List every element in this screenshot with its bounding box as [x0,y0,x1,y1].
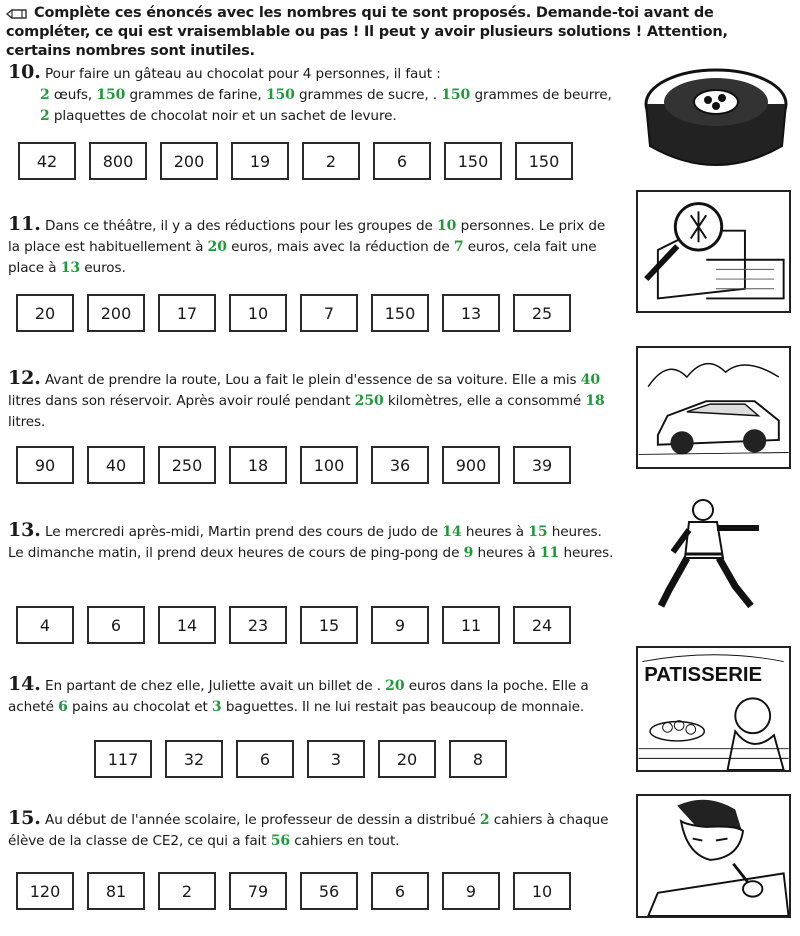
answer[interactable]: 11 [539,545,560,561]
number-choice[interactable]: 6 [371,872,429,910]
number-choice[interactable]: 17 [158,294,216,332]
number-choice[interactable]: 15 [300,606,358,644]
answer[interactable]: 10 [437,218,457,234]
answer[interactable]: 13 [60,260,81,276]
number-choice[interactable]: 117 [94,740,152,778]
instructions: Complète ces énoncés avec les nombres qui te sont proposés. Demande-toi avant de compléter, ce qui est vraisemblable ou pas ! Il peut y avoir plusieurs solutions ! Attention, certains nombres sont inutiles. [6,5,728,59]
number-choice[interactable]: 900 [442,446,500,484]
pencil-icon [6,7,28,19]
answer[interactable]: 40 [580,372,601,388]
number-choice[interactable]: 9 [371,606,429,644]
number-choice[interactable]: 39 [513,446,571,484]
answer[interactable]: 20 [385,678,405,694]
number-choice[interactable]: 90 [16,446,74,484]
number-choice[interactable]: 2 [302,142,360,180]
answer[interactable]: 2 [479,812,490,828]
number-choice[interactable]: 81 [87,872,145,910]
choices-12 [16,446,571,484]
number-choice[interactable]: 24 [513,606,571,644]
choices-14 [94,740,507,778]
answer[interactable]: 18 [585,393,605,409]
answer[interactable]: 56 [270,833,290,849]
number-choice[interactable]: 23 [229,606,287,644]
answer[interactable]: 250 [354,393,384,409]
number-choice[interactable]: 20 [16,294,74,332]
answer[interactable]: 6 [58,699,68,715]
exercise-13-text: 13. Le mercredi après-midi, Martin prend des cours de judo de 14 heures à 15 heures. Le dimanche matin, il prend deux heures de cours de ping-pong de 9 heures à 11 heures. [8,519,614,561]
number-choice[interactable]: 800 [89,142,147,180]
number-choice[interactable]: 14 [158,606,216,644]
number-choice[interactable]: 150 [371,294,429,332]
number-choice[interactable]: 200 [160,142,218,180]
answer[interactable]: 15 [528,524,548,540]
drawing-child-drawing [636,794,791,918]
judo-drawing [655,494,775,614]
number-choice[interactable]: 3 [307,740,365,778]
exercise-number: 14. [8,673,41,695]
number-choice[interactable]: 250 [158,446,216,484]
answer[interactable]: 3 [211,699,222,715]
number-choice[interactable]: 2 [158,872,216,910]
number-choice[interactable]: 79 [229,872,287,910]
choices-10 [18,142,573,180]
number-choice[interactable]: 6 [87,606,145,644]
exercise-15-text: 15. Au début de l'année scolaire, le professeur de dessin a distribué 2 cahiers à chaque élève de la classe de CE2, ce qui a fait 56 cahiers en tout. [8,807,609,849]
number-choice[interactable]: 100 [300,446,358,484]
number-choice[interactable]: 10 [229,294,287,332]
answer[interactable]: 14 [442,524,462,540]
chocolate-cake-drawing [636,56,796,176]
answer[interactable]: 2 [40,108,50,124]
number-choice[interactable]: 150 [444,142,502,180]
exercise-11-text: 11. Dans ce théâtre, il y a des réductions pour les groupes de 10 personnes. Le prix de la place est habituellement à 20 euros, mais avec la réduction de 7 euros, cela fait une place à 13 euros. [8,213,606,276]
choices-15 [16,872,571,910]
exercise-number: 12. [8,367,41,389]
number-choice[interactable]: 150 [515,142,573,180]
number-choice[interactable]: 11 [442,606,500,644]
answer[interactable]: 150 [265,87,295,103]
number-choice[interactable]: 13 [442,294,500,332]
number-choice[interactable]: 10 [513,872,571,910]
answer[interactable]: 9 [463,545,474,561]
answer[interactable]: 150 [441,87,471,103]
number-choice[interactable]: 4 [16,606,74,644]
patisserie-drawing [636,646,791,772]
patisserie-sign: PATISSERIE [644,663,763,686]
exercise-number: 13. [8,519,41,541]
number-choice[interactable]: 120 [16,872,74,910]
exercise-number: 15. [8,807,41,829]
number-choice[interactable]: 56 [300,872,358,910]
answer[interactable]: 7 [453,239,464,255]
exercise-number: 11. [8,213,41,235]
number-choice[interactable]: 40 [87,446,145,484]
number-choice[interactable]: 36 [371,446,429,484]
answer[interactable]: 2 [40,87,50,103]
number-choice[interactable]: 8 [449,740,507,778]
number-choice[interactable]: 7 [300,294,358,332]
choices-13 [16,606,571,644]
exercise-14-text: 14. En partant de chez elle, Juliette avait un billet de . 20 euros dans la poche. Elle a acheté 6 pains au chocolat et 3 baguettes. Il ne lui restait pas beaucoup de monnaie. [8,673,589,715]
answer[interactable]: 150 [96,87,126,103]
number-choice[interactable]: 32 [165,740,223,778]
number-choice[interactable]: 19 [231,142,289,180]
answer[interactable]: 20 [207,239,227,255]
number-choice[interactable]: 42 [18,142,76,180]
choices-11 [16,294,571,332]
car-drawing [636,346,791,469]
number-choice[interactable]: 6 [373,142,431,180]
number-choice[interactable]: 9 [442,872,500,910]
number-choice[interactable]: 18 [229,446,287,484]
number-choice[interactable]: 6 [236,740,294,778]
exercise-10-text: 10. Pour faire un gâteau au chocolat pour 4 personnes, il faut : 2 œufs, 150 grammes de farine, 150 grammes de sucre, . 150 grammes de beurre, 2 plaquettes de chocolat noir et un sachet de levure. [8,61,612,124]
exercise-number: 10. [8,61,41,83]
exercise-12-text: 12. Avant de prendre la route, Lou a fait le plein d'essence de sa voiture. Elle a mis 40 litres dans son réservoir. Après avoir roulé pendant 250 kilomètres, elle a consommé 18 litres. [8,367,605,430]
number-choice[interactable]: 200 [87,294,145,332]
number-choice[interactable]: 20 [378,740,436,778]
theater-ticket-drawing [636,190,791,313]
number-choice[interactable]: 25 [513,294,571,332]
